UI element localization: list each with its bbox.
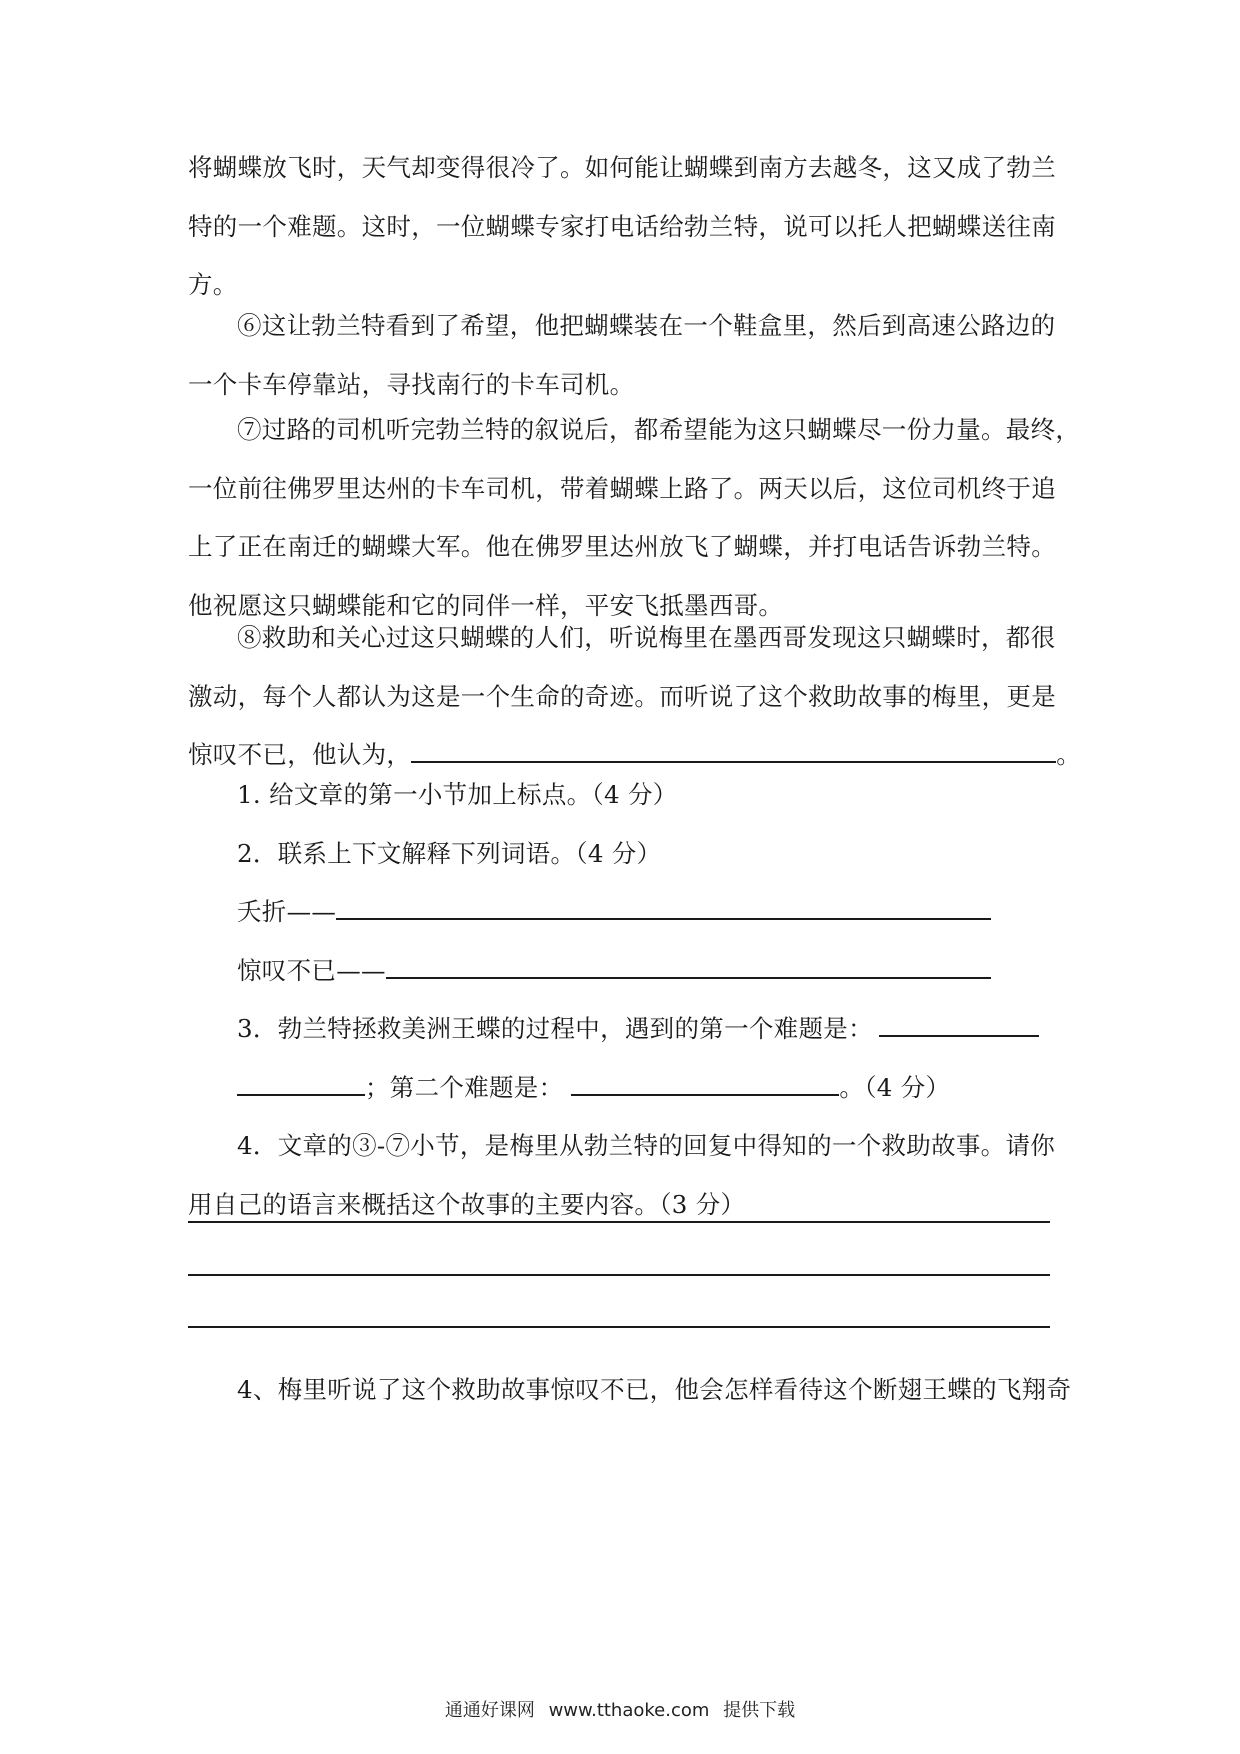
- paragraph-6: [188, 297, 1058, 414]
- question-2: 2．联系上下文解释下列词语。（4 分）: [237, 838, 662, 868]
- question-1: 1. 给文章的第一小节加上标点。（4 分）: [237, 780, 678, 809]
- word-label: 惊叹不已——: [237, 955, 386, 985]
- footer-site-name: 通通好课网: [444, 1700, 535, 1721]
- footer-url[interactable]: www.tthaoke.com: [548, 1700, 710, 1721]
- para8-last-prefix: 惊叹不已，他认为，: [188, 740, 412, 769]
- text-line: ⑥这让勃兰特看到了希望，他把蝴蝶装在一个鞋盒里，然后到高速公路边的: [237, 311, 1056, 340]
- question-3-line-2: [188, 1059, 1058, 1118]
- footer-suffix: 提供下载: [723, 1700, 796, 1721]
- question-3-mid: ；第二个难题是：: [365, 1072, 564, 1102]
- answer-blank[interactable]: [237, 1072, 365, 1096]
- answer-blank[interactable]: [336, 896, 991, 920]
- answer-rule[interactable]: [188, 1274, 1050, 1276]
- questions-block: [188, 766, 1058, 1234]
- question-2-word-2: [188, 942, 1058, 1001]
- answer-blank[interactable]: [879, 1013, 1039, 1037]
- question-3-end: 。（4 分）: [839, 1072, 951, 1102]
- answer-blank[interactable]: [571, 1072, 839, 1096]
- answer-blank[interactable]: [386, 955, 991, 979]
- text-line: 一位前往佛罗里达州的卡车司机，带着蝴蝶上路了。两天以后，这位司机终于追: [188, 473, 1056, 503]
- question-5: [188, 1361, 1072, 1420]
- question-3-line-1: [188, 1000, 1058, 1059]
- text-line: 方。: [188, 270, 238, 299]
- text-line: 激动，每个人都认为这是一个生命的奇迹。而听说了这个救助故事的梅里，更是: [188, 681, 1056, 711]
- para8-last-suffix: 。: [1056, 740, 1082, 769]
- text-line: 将蝴蝶放飞时，天气却变得很冷了。如何能让蝴蝶到南方去越冬，这又成了勃兰: [188, 153, 1056, 182]
- word-label: 夭折——: [237, 897, 337, 926]
- text-line: 他祝愿这只蝴蝶能和它的同伴一样，平安飞抵墨西哥。: [188, 590, 784, 620]
- text-line: 特的一个难题。这时，一位蝴蝶专家打电话给勃兰特，说可以托人把蝴蝶送往南: [188, 211, 1056, 241]
- answer-rule[interactable]: [188, 1326, 1050, 1328]
- answer-blank[interactable]: [411, 739, 1056, 763]
- text-line: 上了正在南迁的蝴蝶大军。他在佛罗里达州放飞了蝴蝶，并打电话告诉勃兰特。: [188, 532, 1056, 561]
- text-line: ⑦过路的司机听完勃兰特的叙说后，都希望能为这只蝴蝶尽一份力量。最终，: [237, 415, 1081, 444]
- answer-rule[interactable]: [188, 1221, 1050, 1223]
- question-5-line-1: 4、梅里听说了这个救助故事惊叹不已，他会怎样看待这个断翅王蝶的飞翔奇: [237, 1375, 1072, 1404]
- question-2-word-1: [188, 883, 1058, 942]
- text-line: 一个卡车停靠站，寻找南行的卡车司机。: [188, 369, 635, 399]
- question-4-line-1: 4．文章的③-⑦小节，是梅里从勃兰特的回复中得知的一个救助故事。请你: [237, 1131, 1056, 1160]
- page-footer: [0, 1696, 1240, 1722]
- question-4-line-2: 用自己的语言来概括这个故事的主要内容。（3 分）: [188, 1189, 746, 1219]
- text-line: ⑧救助和关心过这只蝴蝶的人们，听说梅里在墨西哥发现这只蝴蝶时，都很: [237, 623, 1056, 652]
- paragraph-5-tail: [188, 139, 1058, 315]
- paragraph-8: [188, 609, 1082, 785]
- paragraph-7: [188, 401, 1081, 635]
- question-3-text: 3．勃兰特拯救美洲王蝶的过程中，遇到的第一个难题是：: [237, 1014, 873, 1043]
